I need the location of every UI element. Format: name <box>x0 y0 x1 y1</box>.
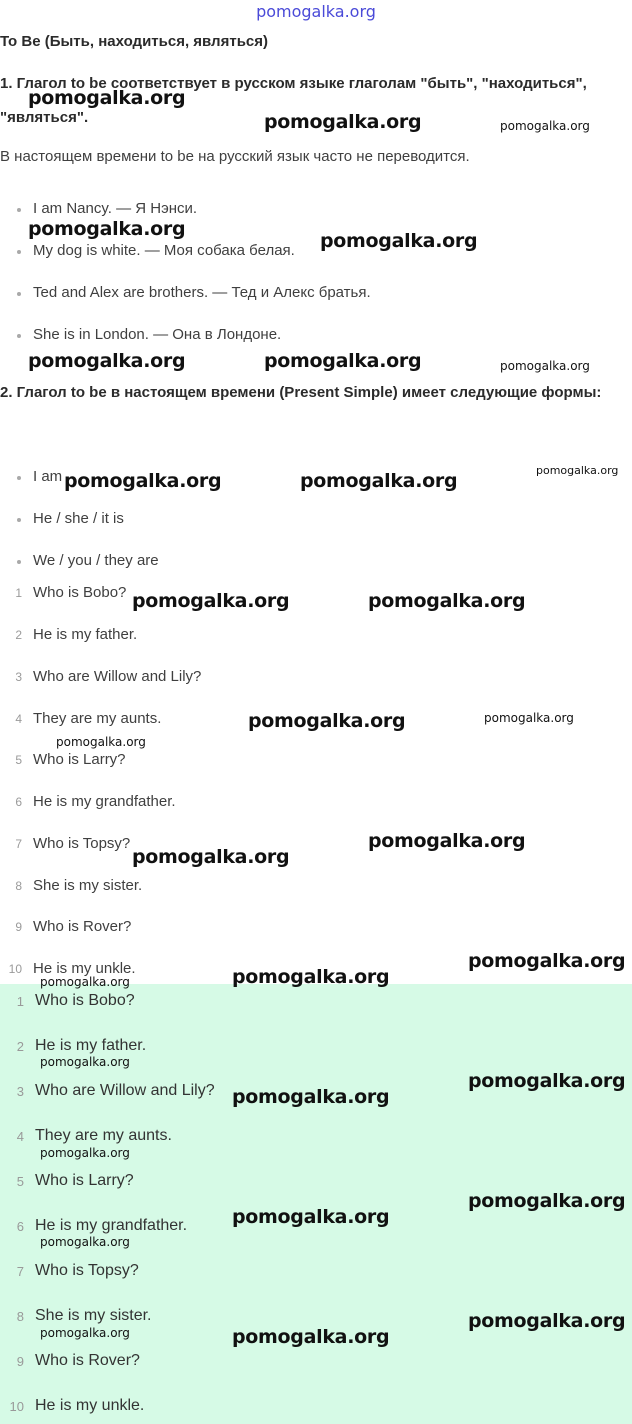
watermark: pomogalka.org <box>56 735 146 749</box>
bullet-icon <box>17 208 21 212</box>
line-text: Who is Rover? <box>35 1352 140 1369</box>
watermark: pomogalka.org <box>248 710 406 732</box>
line-text: Who is Bobo? <box>35 992 135 1009</box>
line-number: 9 <box>15 920 22 934</box>
line-text: Who is Rover? <box>33 918 132 935</box>
example-text: I am Nancy. — Я Нэнси. <box>33 200 198 217</box>
rule-2: 2. Глагол to be в настоящем времени (Present Simple) имеет следующие формы: <box>0 384 602 401</box>
line-text: He is my unkle. <box>33 960 136 977</box>
form-text: I am <box>33 468 63 485</box>
watermark: pomogalka.org <box>500 359 590 373</box>
line-text: They are my aunts. <box>33 710 162 727</box>
line-number: 7 <box>16 1264 24 1279</box>
watermark: pomogalka.org <box>40 1235 130 1249</box>
line-number: 3 <box>15 670 22 684</box>
line-text: Who are Willow and Lily? <box>33 668 202 685</box>
line-number: 8 <box>15 879 22 893</box>
watermark: pomogalka.org <box>132 846 290 868</box>
line-text: Who are Willow and Lily? <box>35 1082 215 1099</box>
line-text: Who is Larry? <box>33 751 126 768</box>
watermark: pomogalka.org <box>320 230 478 252</box>
line-number: 4 <box>15 712 22 726</box>
line-number: 1 <box>16 994 24 1009</box>
line-text: He is my unkle. <box>35 1397 145 1414</box>
watermark: pomogalka.org <box>28 218 186 240</box>
watermark: pomogalka.org <box>40 1326 130 1340</box>
watermark: pomogalka.org <box>232 966 390 988</box>
bullet-icon <box>17 292 21 296</box>
line-number: 1 <box>15 586 22 600</box>
line-number: 9 <box>16 1354 24 1369</box>
line-number: 6 <box>16 1219 24 1234</box>
watermark: pomogalka.org <box>500 119 590 133</box>
bullet-icon <box>17 334 21 338</box>
rule-1-note: В настоящем времени to be на русский язык часто не переводится. <box>0 148 470 165</box>
line-text: Who is Topsy? <box>35 1262 139 1279</box>
watermark: pomogalka.org <box>468 1070 626 1092</box>
form-text: He / she / it is <box>33 510 124 527</box>
line-number: 2 <box>15 628 22 642</box>
line-number: 8 <box>16 1309 24 1324</box>
watermark: pomogalka.org <box>28 87 186 109</box>
line-number: 10 <box>8 962 22 976</box>
watermark: pomogalka.org <box>28 350 186 372</box>
line-number: 7 <box>15 837 22 851</box>
bullet-icon <box>17 250 21 254</box>
line-text: Who is Larry? <box>35 1172 134 1189</box>
watermark: pomogalka.org <box>468 1190 626 1212</box>
line-text: He is my father. <box>33 626 138 643</box>
watermark: pomogalka.org <box>468 950 626 972</box>
example-text: My dog is white. — Моя собака белая. <box>33 242 295 259</box>
line-text: They are my aunts. <box>35 1127 172 1144</box>
watermark: pomogalka.org <box>64 470 222 492</box>
watermark: pomogalka.org <box>132 590 290 612</box>
bullet-icon <box>17 476 21 480</box>
line-text: He is my grandfather. <box>33 793 176 810</box>
line-text: Who is Bobo? <box>33 584 127 601</box>
watermark: pomogalka.org <box>368 830 526 852</box>
rule-1: 1. Глагол to be соответствует в русском языке глаголам "быть", "находиться", "являться". <box>0 75 587 126</box>
line-text: She is my sister. <box>33 877 143 894</box>
watermark: pomogalka.org <box>232 1086 390 1108</box>
bullet-icon <box>17 560 21 564</box>
line-number: 2 <box>16 1039 24 1054</box>
line-number: 5 <box>16 1174 24 1189</box>
line-text: He is my grandfather. <box>35 1217 188 1234</box>
line-number: 6 <box>15 795 22 809</box>
watermark: pomogalka.org <box>368 590 526 612</box>
watermark: pomogalka.org <box>484 711 574 725</box>
line-text: He is my father. <box>35 1037 147 1054</box>
watermark: pomogalka.org <box>232 1326 390 1348</box>
watermark: pomogalka.org <box>264 350 422 372</box>
line-number: 3 <box>16 1084 24 1099</box>
bullet-icon <box>17 518 21 522</box>
watermark: pomogalka.org <box>536 464 619 477</box>
line-number: 4 <box>16 1129 24 1144</box>
line-number: 10 <box>9 1399 24 1414</box>
watermark: pomogalka.org <box>264 111 422 133</box>
example-text: She is in London. — Она в Лондоне. <box>33 326 282 343</box>
watermark: pomogalka.org <box>232 1206 390 1228</box>
line-number: 5 <box>15 753 22 767</box>
example-text: Ted and Alex are brothers. — Тед и Алекс братья. <box>33 284 371 301</box>
line-text: Who is Topsy? <box>33 835 131 852</box>
watermark: pomogalka.org <box>300 470 458 492</box>
watermark: pomogalka.org <box>40 975 130 989</box>
page-title: To Be (Быть, находиться, являться) <box>0 33 269 50</box>
line-text: She is my sister. <box>35 1307 152 1324</box>
watermark: pomogalka.org <box>40 1146 130 1160</box>
watermark: pomogalka.org <box>468 1310 626 1332</box>
site-header[interactable]: pomogalka.org <box>256 2 376 21</box>
form-text: We / you / they are <box>33 552 159 569</box>
watermark: pomogalka.org <box>40 1055 130 1069</box>
